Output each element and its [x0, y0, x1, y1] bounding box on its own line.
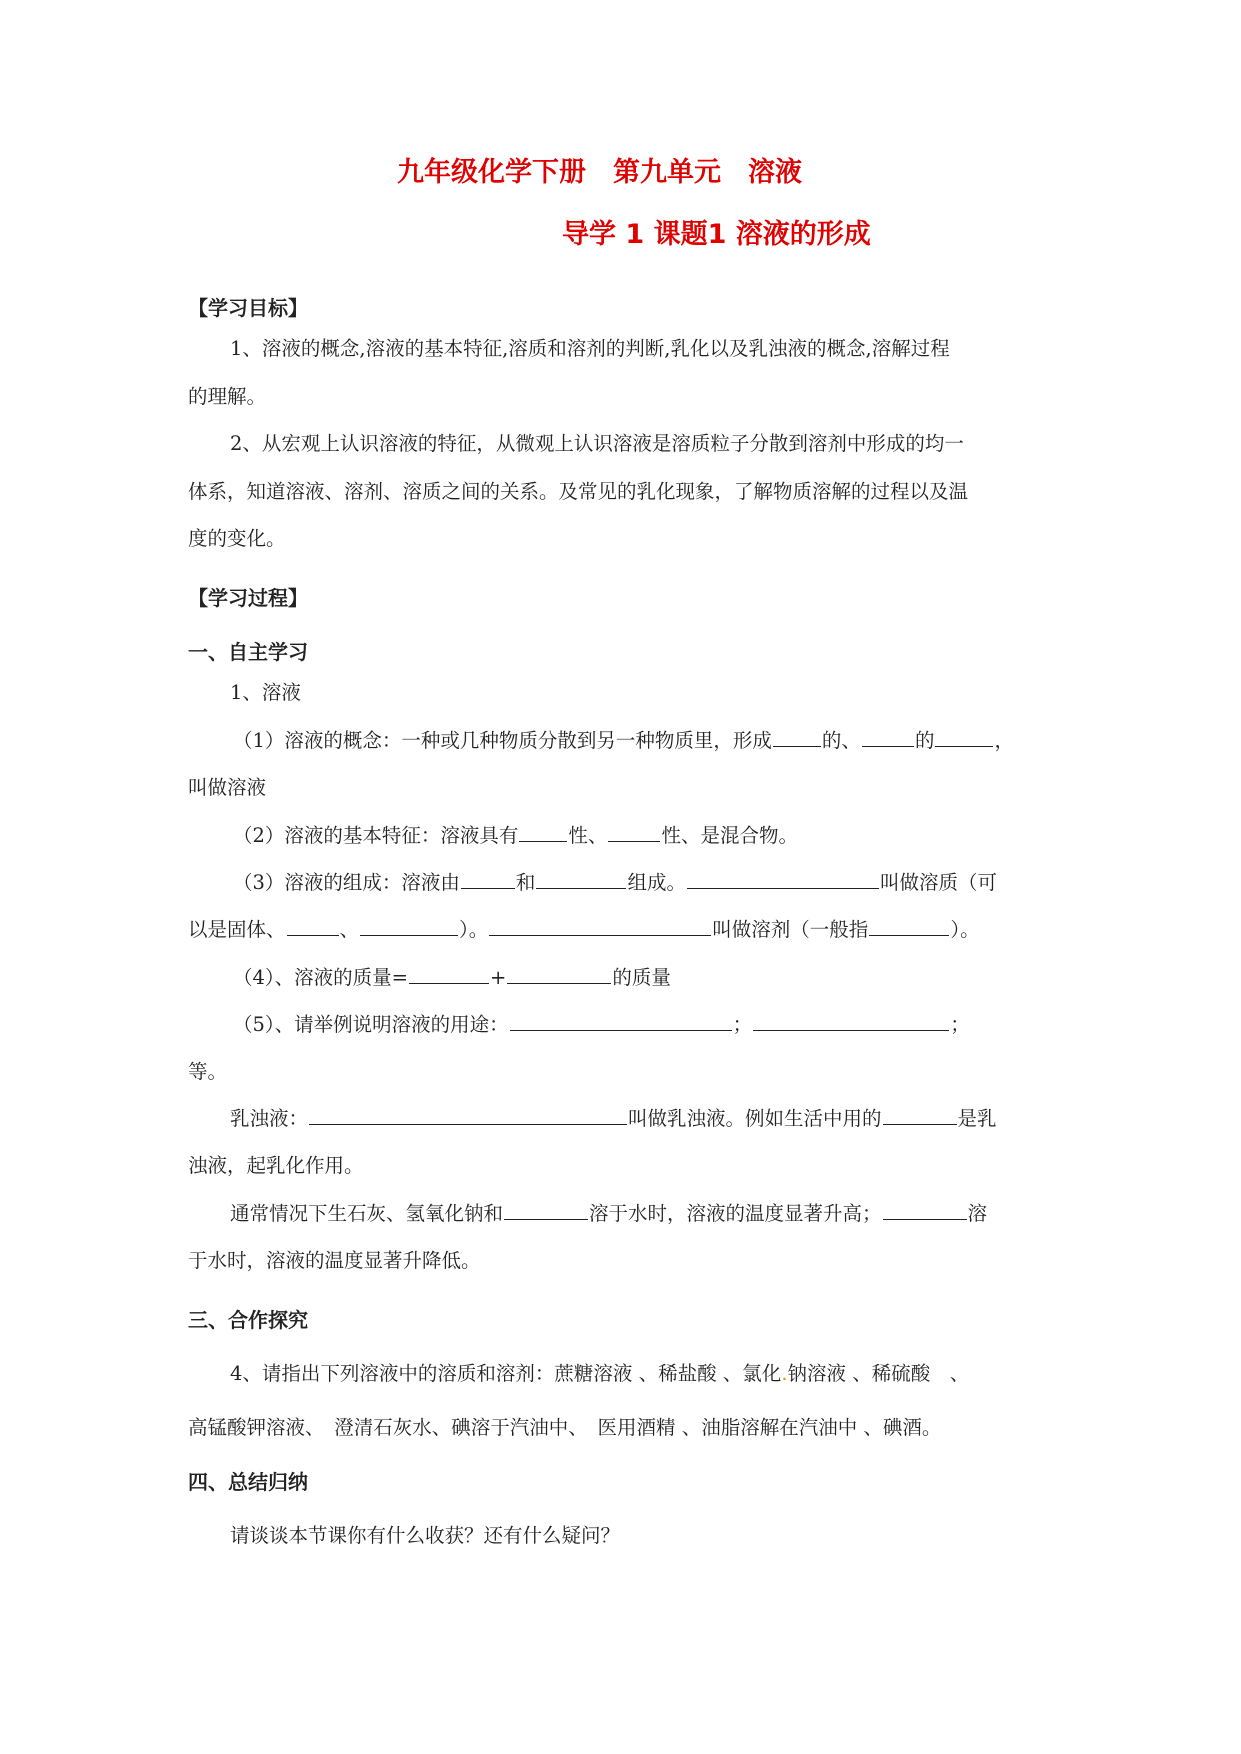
blank[interactable]	[773, 727, 821, 748]
goals-heading: 【学习目标】	[188, 296, 308, 320]
question-5-line-2: 等。	[188, 1060, 228, 1083]
inquiry-line-1: 4、请指出下列溶液中的溶质和溶剂：蔗糖溶液 、稀盐酸 、氯化.钠溶液 、稀硫酸 、	[230, 1362, 970, 1385]
question-1-line-1: （1）溶液的概念：一种或几种物质分散到另一种物质里，形成 的、 的 ，	[233, 725, 1014, 753]
blank[interactable]	[309, 1105, 627, 1126]
blank[interactable]	[753, 1011, 949, 1032]
blank[interactable]	[489, 916, 711, 937]
section-self-study: 一、自主学习	[188, 640, 308, 664]
summary-line: 请谈谈本节课你有什么收获？还有什么疑问？	[230, 1524, 621, 1547]
section-summary: 四、总结归纳	[188, 1470, 308, 1494]
blank[interactable]	[287, 916, 339, 937]
blank[interactable]	[869, 916, 949, 937]
process-heading: 【学习过程】	[188, 586, 308, 610]
section-cooperative-inquiry: 三、合作探究	[188, 1308, 308, 1332]
emulsion-line-1: 乳浊液： 叫做乳浊液。例如生活中用的 是乳	[230, 1103, 997, 1131]
blank[interactable]	[862, 727, 914, 748]
blank[interactable]	[461, 869, 515, 890]
goal-2-line-2: 体系，知道溶液、溶剂、溶质之间的关系。及常见的乳化现象，了解物质溶解的过程以及温	[188, 480, 969, 503]
temperature-line-2: 于水时，溶液的温度显著升降低。	[188, 1249, 481, 1272]
blank[interactable]	[409, 964, 489, 985]
question-4: （4）、溶液的质量= + 的质量	[233, 962, 671, 990]
blank[interactable]	[536, 869, 626, 890]
stray-dot: .	[781, 1362, 788, 1385]
question-3-line-1: （3）溶液的组成：溶液由 和 组成。 叫做溶质（可	[233, 867, 997, 895]
blank[interactable]	[504, 1200, 588, 1221]
subsection-solution: 1、溶液	[230, 681, 301, 704]
blank[interactable]	[883, 1105, 957, 1126]
question-3-line-2: 以是固体、 、 ）。 叫做溶剂（一般指 ）。	[188, 914, 980, 942]
blank[interactable]	[510, 1011, 732, 1032]
question-1-line-2: 叫做溶液	[188, 776, 267, 799]
blank[interactable]	[519, 822, 567, 843]
blank[interactable]	[883, 1200, 967, 1221]
goal-2-line-1: 2、从宏观上认识溶液的特征，从微观上认识溶液是溶质粒子分散到溶剂中形成的均一	[230, 432, 964, 455]
question-5-line-1: （5）、请举例说明溶液的用途： ； ；	[233, 1009, 970, 1037]
inquiry-line-2: 高锰酸钾溶液、 澄清石灰水、碘溶于汽油中、 医用酒精 、油脂溶解在汽油中 、碘酒。	[188, 1416, 942, 1439]
blank[interactable]	[687, 869, 879, 890]
blank[interactable]	[608, 822, 660, 843]
goal-1-line-1: 1、溶液的概念,溶液的基本特征,溶质和溶剂的判断,乳化以及乳浊液的概念,溶解过程	[230, 337, 950, 360]
blank[interactable]	[360, 916, 458, 937]
question-2: （2）溶液的基本特征：溶液具有 性、 性、是混合物。	[233, 820, 798, 848]
goal-2-line-3: 度的变化。	[188, 527, 286, 550]
temperature-line-1: 通常情况下生石灰、氢氧化钠和 溶于水时，溶液的温度显著升高； 溶	[230, 1198, 987, 1226]
lesson-title: 导学 1 课题1 溶液的形成	[562, 219, 871, 250]
blank[interactable]	[935, 727, 993, 748]
emulsion-line-2: 浊液，起乳化作用。	[188, 1154, 364, 1177]
goal-1-line-2: 的理解。	[188, 385, 267, 408]
blank[interactable]	[507, 964, 611, 985]
document-title: 九年级化学下册 第九单元 溶液	[397, 157, 802, 188]
